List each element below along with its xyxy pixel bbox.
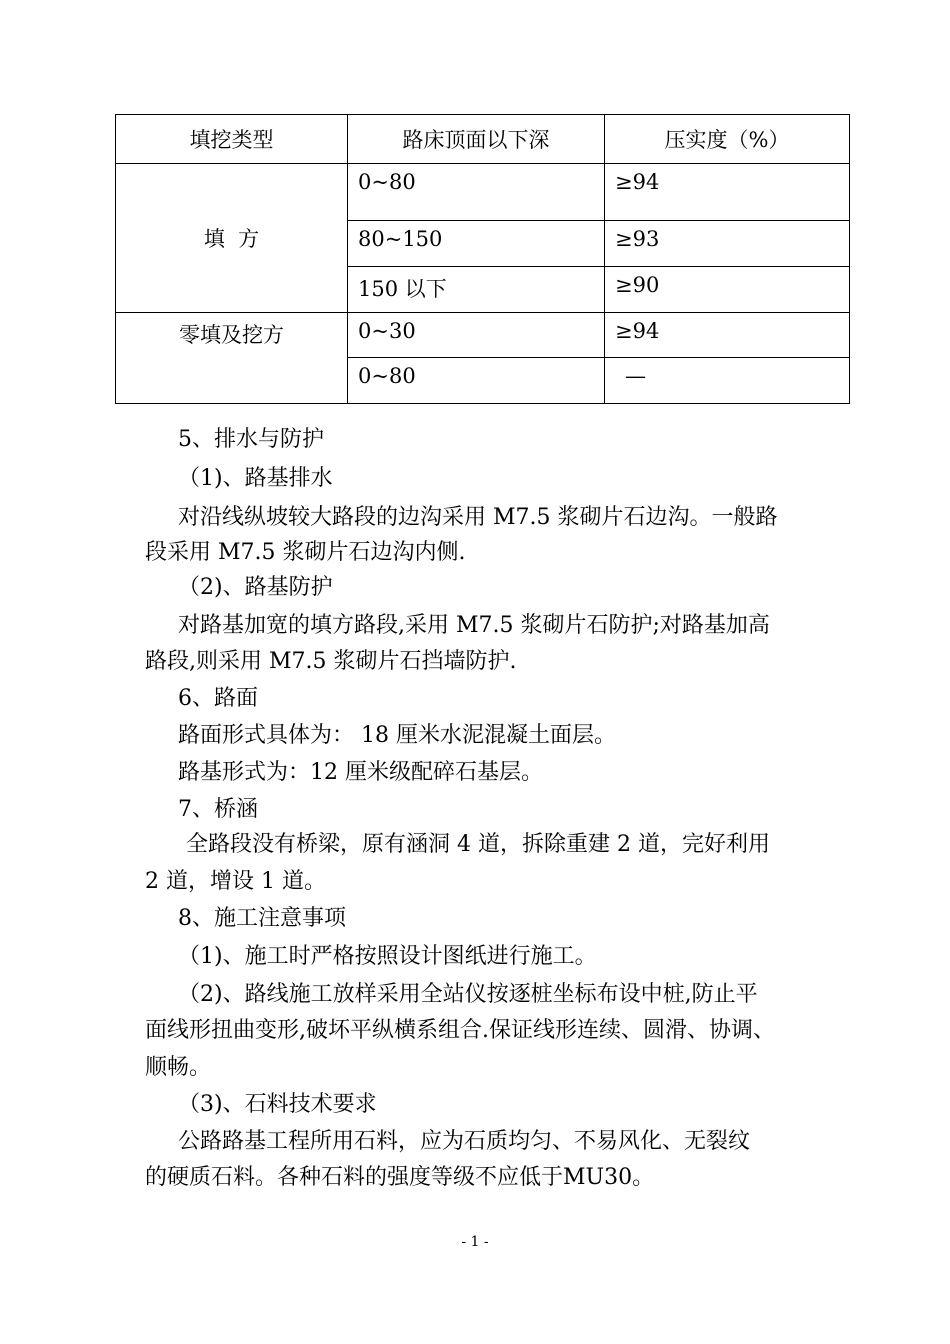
body-line: 2 道，增设 1 道。 [145, 869, 326, 894]
body-line: 公路路基工程所用石料，应为石质均匀、不易风化、无裂纹 [178, 1129, 751, 1154]
cell-compaction: ≥94 [605, 164, 850, 221]
subsection-stone: （3)、石料技术要求 [178, 1092, 377, 1117]
cell-compaction: ≥93 [605, 221, 850, 267]
body-line: 全路段没有桥梁，原有涵洞 4 道，拆除重建 2 道，完好利用 [186, 832, 770, 857]
cell-depth: 80~150 [348, 221, 605, 267]
section-6-heading: 6、路面 [178, 686, 258, 711]
body-line: 顺畅。 [145, 1055, 212, 1080]
cell-zero-fill-cut-type: 零填及挖方 [116, 313, 348, 404]
body-line: 面线形扭曲变形,破坏平纵横系组合.保证线形连续、圆滑、协调、 [145, 1018, 775, 1043]
body-line: 的硬质石料。各种石料的强度等级不应低于MU30。 [145, 1165, 655, 1190]
body-line: （2)、路线施工放样采用全站仪按逐桩坐标布设中桩,防止平 [178, 982, 758, 1007]
section-8-heading: 8、施工注意事项 [178, 906, 346, 931]
page-number: - 1 - [461, 1234, 489, 1250]
cell-depth: 0~80 [348, 358, 605, 404]
body-line: 路段,则采用 M7.5 浆砌片石挡墙防护. [145, 649, 517, 674]
body-line: 段采用 M7.5 浆砌片石边沟内侧. [145, 540, 466, 565]
cell-fill-type [116, 164, 348, 313]
cell-depth: 0~30 [348, 313, 605, 358]
header-compaction: 压实度（%） [605, 115, 850, 164]
subsection-protection: （2)、路基防护 [178, 575, 333, 600]
body-line: 路基形式为：12 厘米级配碎石基层。 [178, 760, 543, 785]
section-7-heading: 7、桥涵 [178, 797, 258, 822]
subsection-drainage: （1)、路基排水 [178, 466, 333, 491]
cell-compaction: ≥90 [605, 267, 850, 313]
cell-compaction: ≥94 [605, 313, 850, 358]
cell-depth: 0~80 [348, 164, 605, 221]
body-line: 对路基加宽的填方路段,采用 M7.5 浆砌片石防护;对路基加高 [178, 613, 770, 638]
body-line: 对沿线纵坡较大路段的边沟采用 M7.5 浆砌片石边沟。一般路 [178, 505, 778, 530]
compaction-table [115, 114, 850, 404]
header-depth: 路床顶面以下深 [348, 115, 605, 164]
body-line: 路面形式具体为： 18 厘米水泥混凝土面层。 [178, 723, 616, 748]
cell-compaction: — [605, 358, 850, 404]
section-5-heading: 5、排水与防护 [178, 427, 324, 452]
fill-type-label: 填 方 [203, 227, 260, 251]
body-line: （1)、施工时严格按照设计图纸进行施工。 [178, 944, 597, 969]
cell-depth: 150 以下 [348, 267, 605, 313]
header-fill-type: 填挖类型 [116, 115, 348, 164]
